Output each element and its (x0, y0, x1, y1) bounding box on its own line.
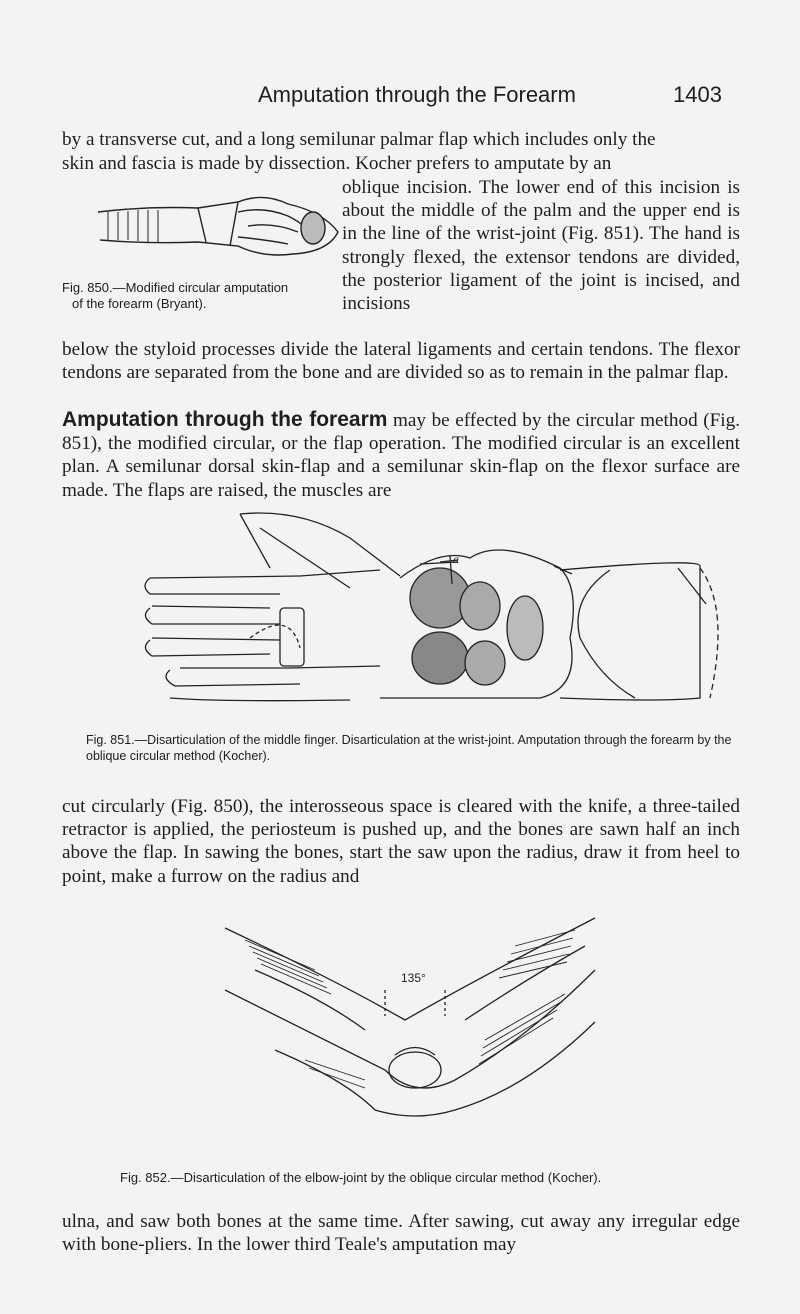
section-text: may be effected by the circular method (Fig. 851), the modified circular, or the flap operation. The modified circular is an excellent plan. A semilunar dorsal skin-flap and a semilunar skin-flap on the flexor surface are made. The flaps are raised, the muscles are (62, 410, 740, 501)
final-paragraph: ulna, and saw both bones at the same time. After sawing, cut away any irregular edge with bone-pliers. In the lower third Teale's amputation may (62, 1211, 740, 1256)
intro-side-text: oblique incision. The lower end of this incision is about the middle of the palm and the upper end is in the line of the wrist-joint (Fig. 851). The hand is strongly flexed, the extensor tendons are divided, the posterior ligament of the joint is incised, and incisions (342, 177, 740, 315)
running-header (0, 78, 800, 112)
intro-continuation: below the styloid processes divide the lateral ligaments and certain tendons. The flexor tendons are separated from the bone and are divided so as to remain in the palmar flap. (62, 339, 740, 384)
fig851-illustration (140, 498, 740, 706)
section-paragraph (62, 408, 740, 502)
intro-line-2: skin and fascia is made by dissection. Kocher prefers to amputate by an (62, 153, 612, 174)
fig851-caption: Fig. 851.—Disarticulation of the middle finger. Disarticulation at the wrist-joint. Amputation through the forearm by the oblique circular method (Kocher). (86, 733, 732, 763)
page-header-title: Amputation through the Forearm (258, 82, 576, 107)
fig850-illustration (88, 182, 348, 264)
fig852-angle-label: 135° (401, 971, 426, 985)
fig850-caption (62, 280, 288, 312)
fig850-caption-line-2: of the forearm (Bryant). (72, 296, 207, 311)
intro-line-1: by a transverse cut, and a long semilunar palmar flap which includes only the (62, 129, 656, 150)
page-number: 1403 (673, 82, 722, 107)
fig852-illustration (215, 910, 605, 1124)
fig850-caption-line-1: Fig. 850.—Modified circular amputation (62, 280, 289, 295)
middle-paragraph: cut circularly (Fig. 850), the interosseous space is cleared with the knife, a three-tailed retractor is applied, the periosteum is pushed up, and the bones are sawn half an inch above the flap. In sawing the bones, start the saw upon the radius, draw it from heel to point, make a furrow on the radius and (62, 796, 740, 887)
section-heading: Amputation through the forearm (62, 408, 388, 431)
fig851-label-a: a (453, 552, 459, 566)
fig852-caption: Fig. 852.—Disarticulation of the elbow-joint by the oblique circular method (Kocher). (120, 1170, 602, 1185)
